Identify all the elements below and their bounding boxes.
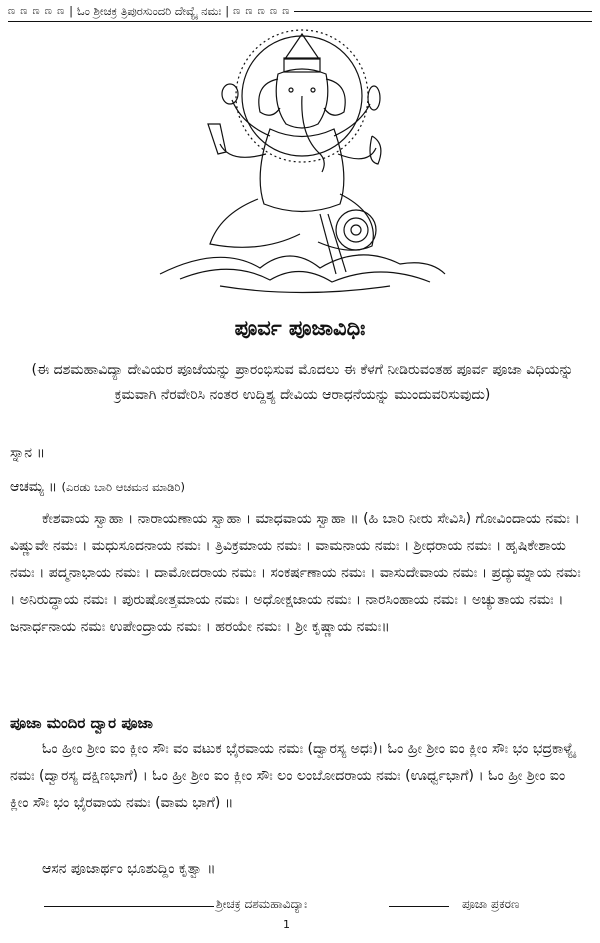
section-heading: ಪೂರ್ವ ಪೂಜಾವಿಧಿಃ bbox=[234, 316, 366, 340]
intro-instruction: (ಈ ದಶಮಹಾವಿದ್ಯಾ ದೇವಿಯರ ಪೂಜೆಯನ್ನು ಪ್ರಾರಂಭಿಸುವ ಮೊದಲು ಈ ಕೆಳಗೆ ನೀಡಿರುವಂತಹ ಪೂರ್ವ ಪೂಜಾ ವಿಧಿಯನ್ನು ಕ್ರಮವಾಗಿ ನೆರವೇರಿಸಿ ನಂತರ ಉದ್ದಿಶ್ಯ ದೇವಿಯ ಆರಾಧನೆಯನ್ನು ಮುಂದುವರಿಸುವುದು) bbox=[31, 362, 574, 403]
header-ornament-right: ಣ ಣ ಣ ಣ ಣ bbox=[233, 5, 291, 17]
names-paragraph: ಕೇಶವಾಯ ಸ್ವಾಹಾ । ನಾರಾಯಣಾಯ ಸ್ವಾಹಾ । ಮಾಧವಾಯ ಸ್ವಾಹಾ ॥ (ಹಿ ಬಾರಿ ನೀರು ಸೇವಿಸಿ) ಗೋವಿಂದಾಯ ನಮಃ । ವಿಷ್ಣುವೇ ನಮಃ । ಮಧುಸೂದನಾಯ ನಮಃ । ತ್ರಿವಿಕ್ರಮಾಯ ನಮಃ । ವಾಮನಾಯ ನಮಃ । ಶ್ರೀಧರಾಯ ನಮಃ । ಹೃಷಿಕೇಶಾಯ ನಮಃ । ಪದ್ಮನಾಭಾಯ ನಮಃ । ದಾಮೋದರಾಯ ನಮಃ । ಸಂಕರ್ಷಣಾಯ ನಮಃ । ವಾಸುದೇವಾಯ ನಮಃ । ಪ್ರದ್ಯುಮ್ನಾಯ ನಮಃ । ಅನಿರುದ್ಧಾಯ ನಮಃ । ಪುರುಷೋತ್ತಮಾಯ ನಮಃ । ಅಧೋಕ್ಷಜಾಯ ನಮಃ । ನಾರಸಿಂಹಾಯ ನಮಃ । ಅಚ್ಯುತಾಯ ನಮಃ । ಜನಾರ್ಧನಾಯ ನಮಃ ಉಪೇಂದ್ರಾಯ ನಮಃ । ಹರಯೇ ನಮಃ । ಶ್ರೀ ಕೃಷ್ಣಾಯ ನಮಃ॥ bbox=[10, 511, 581, 635]
dwara-puja-title: ಪೂಜಾ ಮಂದಿರ ದ್ವಾರ ಪೂಜಾ bbox=[10, 714, 153, 732]
ganesha-illustration bbox=[150, 24, 450, 306]
page-number: 1 bbox=[283, 918, 290, 931]
achamya-note: (ಎರಡು ಬಾರಿ ಆಚಮನ ಮಾಡಿರಿ) bbox=[61, 480, 185, 494]
asana-line: ಆಸನ ಪೂಜಾರ್ಥಂ ಭೂಶುದ್ದಿಂ ಕೃತ್ವಾ ॥ bbox=[42, 861, 216, 877]
achamya-line bbox=[10, 474, 582, 501]
dwara-paragraph: ಓಂ ಹ್ರೀಂ ಶ್ರೀಂ ಐಂ ಕ್ಲೀಂ ಸೌಃ ವಂ ವಟುಕ ಭೈರವಾಯ ನಮಃ (ದ್ವಾರಸ್ಯ ಅಧಃ)। ಓಂ ಹ್ರೀ ಶ್ರೀಂ ಐಂ ಕ್ಲೀಂ ಸೌಃ ಭಂ ಭದ್ರಕಾಳ್ಯೈ ನಮಃ (ದ್ವಾರಸ್ಯ ದಕ್ಷಿಣಭಾಗೆ) । ಓಂ ಹ್ರೀ ಶ್ರೀಂ ಐಂ ಕ್ಲೀಂ ಸೌಃ ಲಂ ಲಂಬೋದರಾಯ ನಮಃ (ಊರ್ಧ್ವಭಾಗೆ) । ಓಂ ಹ್ರೀ ಶ್ರೀಂ ಐಂ ಕ್ಲೀಂ ಸೌಃ ಭಂ ಭೈರವಾಯ ನಮಃ (ವಾಮ ಭಾಗೆ) ॥ bbox=[10, 741, 576, 811]
footer-book-title: ಶ್ರೀಚಕ್ರ ದಶಮಹಾವಿದ್ಯಾಃ bbox=[216, 897, 308, 911]
header-divider bbox=[8, 21, 592, 22]
header-title: ಓಂ ಶ್ರೀಚಕ್ರ ತ್ರಿಪುರಸುಂದರಿ ದೇವ್ಯೈ ನಮಃ bbox=[77, 3, 222, 18]
page-header: ಣ ಣ ಣ ಣ ಣ | ಓಂ ಶ್ರೀಚಕ್ರ ತ್ರಿಪುರಸುಂದರಿ ದೇವ್ಯೈ ನಮಃ | ಣ ಣ ಣ ಣ ಣ bbox=[8, 0, 592, 22]
header-ornament-left: ಣ ಣ ಣ ಣ ಣ bbox=[8, 5, 66, 17]
footer-chapter-title: ಪೂಜಾ ಪ್ರಕರಣ bbox=[462, 897, 520, 911]
achamya-label: ಆಚಮ್ಯ ॥ bbox=[10, 479, 58, 495]
snana-line: ಸ್ನಾನ ॥ bbox=[10, 445, 46, 461]
footer-rule-right bbox=[389, 906, 449, 907]
page-footer bbox=[44, 896, 592, 920]
footer-rule-left bbox=[44, 906, 214, 907]
header-rule-tail bbox=[294, 11, 592, 12]
